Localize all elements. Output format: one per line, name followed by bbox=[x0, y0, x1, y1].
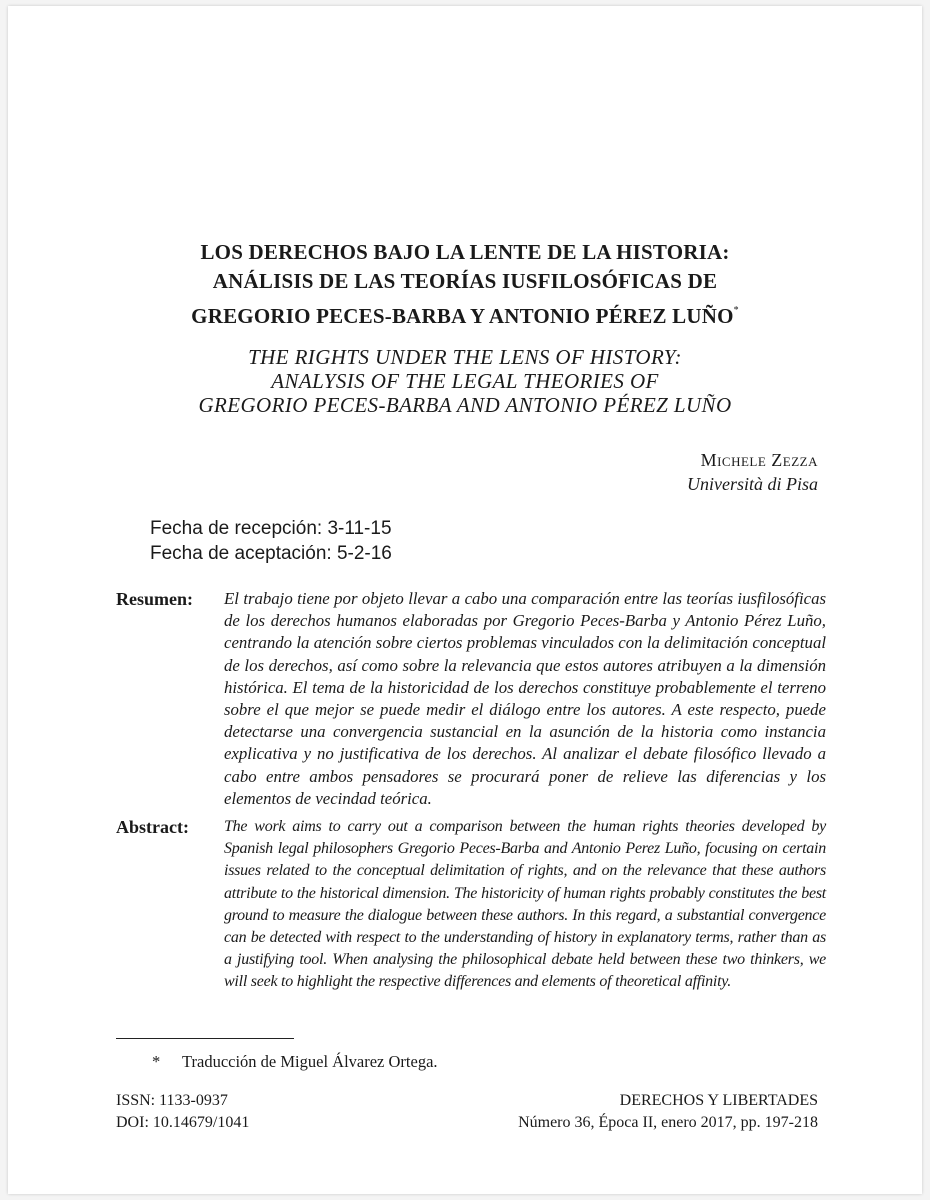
footer-journal bbox=[518, 1090, 818, 1134]
spanish-title-line-3-text: GREGORIO PECES-BARBA Y ANTONIO PÉREZ LUÑO bbox=[191, 304, 734, 328]
author-affiliation: Università di Pisa bbox=[687, 474, 818, 494]
paper-page bbox=[8, 6, 922, 1194]
abstract-section bbox=[116, 816, 826, 994]
english-title-line-3: GREGORIO PECES-BARBA AND ANTONIO PÉREZ LUÑO bbox=[198, 393, 732, 417]
english-title-line-1: THE RIGHTS UNDER THE LENS OF HISTORY: bbox=[248, 345, 682, 369]
dates-block bbox=[150, 516, 392, 566]
footnote bbox=[152, 1051, 438, 1073]
issn: ISSN: 1133-0937 bbox=[116, 1092, 228, 1109]
english-title-line-2: ANALYSIS OF THE LEGAL THEORIES OF bbox=[271, 369, 659, 393]
english-title bbox=[8, 345, 922, 417]
doi: DOI: 10.14679/1041 bbox=[116, 1114, 250, 1131]
title-footnote-marker: * bbox=[733, 305, 739, 316]
footnote-divider bbox=[116, 1038, 294, 1039]
journal-name: DERECHOS Y LIBERTADES bbox=[619, 1092, 818, 1109]
journal-issue: Número 36, Época II, enero 2017, pp. 197-218 bbox=[518, 1114, 818, 1131]
spanish-title-line-2: ANÁLISIS DE LAS TEORÍAS IUSFILOSÓFICAS DE bbox=[212, 269, 718, 293]
abstract-label: Abstract: bbox=[116, 817, 189, 837]
reception-date: Fecha de recepción: 3-11-15 bbox=[150, 518, 392, 539]
spanish-title-line-3 bbox=[8, 296, 922, 331]
resumen-section bbox=[116, 588, 826, 810]
abstract-text: The work aims to carry out a comparison between the human rights theories developed by Spanish legal philosophers Gregorio Peces-Barba and Antonio Perez Luño, focusing on certain issues related to the conceptual delimitation of rights, and on the relevance that these authors attribute to the historical dimension. The historicity of human rights probably constitutes the best ground to measure the dialogue between these authors. In this regard, a substantial convergence can be detected with respect to the understanding of history in explanatory terms, rather than as a justifying tool. When analysing the philosophical debate held between these two thinkers, we will seek to highlight the respective differences and elements of theoretical affinity. bbox=[224, 818, 826, 991]
author-block bbox=[687, 448, 818, 496]
footer-identifiers bbox=[116, 1090, 249, 1134]
footnote-marker: * bbox=[152, 1052, 161, 1071]
footnote-text: Traducción de Miguel Álvarez Ortega. bbox=[182, 1052, 438, 1071]
resumen-text: El trabajo tiene por objeto llevar a cabo una comparación entre las teorías iusfilosóficas de los derechos humanos elaboradas por Gregorio Peces-Barba y Antonio Pérez Luño, centrando la atención sobre ciertos problemas vinculados con la delimitación conceptual de los derechos, así como sobre la relevancia que estos autores atribuyen a la dimensión histórica. El tema de la historicidad de los derechos constituye probablemente el terreno sobre el que mejor se puede medir el diálogo entre los autores. A este respecto, puede detectarse una convergencia sustancial en la asunción de la historia como instancia explicativa y no justificativa de los derechos. Al analizar el debate filosófico llevado a cabo entre ambos pensadores se procurará poner de relieve las diferencias y los elementos de vecindad teórica. bbox=[224, 589, 826, 808]
spanish-title-line-1: LOS DERECHOS BAJO LA LENTE DE LA HISTORIA: bbox=[200, 240, 730, 264]
author-name: Michele Zezza bbox=[700, 450, 818, 470]
spanish-title bbox=[8, 238, 922, 331]
resumen-label: Resumen: bbox=[116, 589, 193, 609]
acceptance-date: Fecha de aceptación: 5-2-16 bbox=[150, 543, 392, 564]
